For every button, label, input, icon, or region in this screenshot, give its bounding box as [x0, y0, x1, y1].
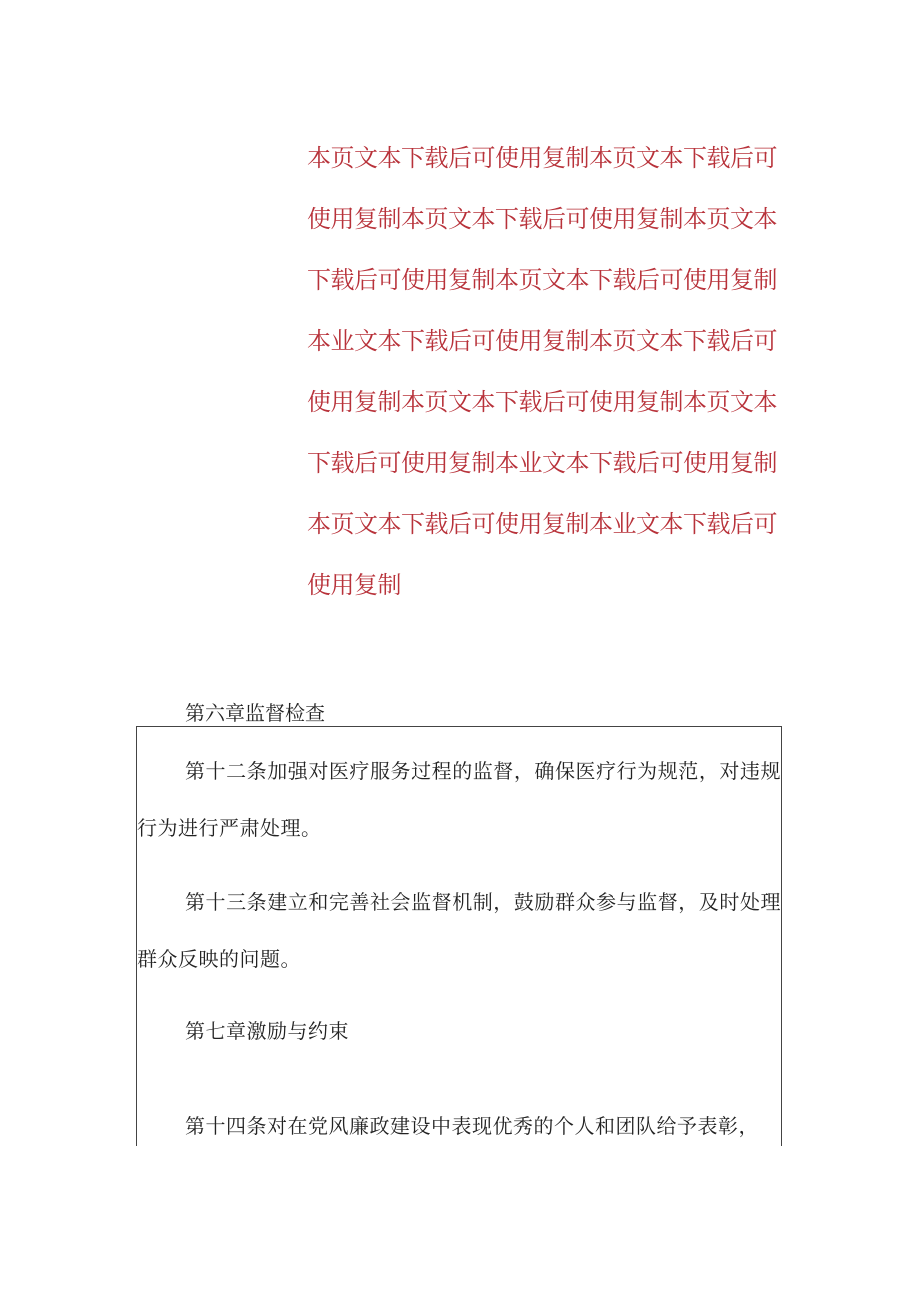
watermark-text: 本页文本下载后可使用复制本页文本下载后可使用复制本页文本下载后可使用复制本页文本下载后可使用复制本页文本下载后可使用复制本业文本下载后可使用复制本页文本下载后可使用复制本页文本下载后可使用复制本页文本下载后可使用复制本业文本下载后可使用复制本页文本下载后可使用复制本业文本下载后可使用复制 [307, 144, 777, 599]
article-twelve: 第十二条加强对医疗服务过程的监督，确保医疗行为规范，对违规行为进行严肃处理。 [137, 759, 781, 840]
article-thirteen: 第十三条建立和完善社会监督机制，鼓励群众参与监督，及时处理群众反映的问题。 [137, 890, 781, 971]
content-box [136, 726, 782, 1146]
article-fourteen: 第十四条对在党风廉政建设中表现优秀的个人和团队给予表彰， [185, 1114, 759, 1138]
chapter-seven-title: 第七章激励与约束 [185, 1019, 349, 1043]
chapter-six-title: 第六章监督检查 [185, 701, 325, 725]
